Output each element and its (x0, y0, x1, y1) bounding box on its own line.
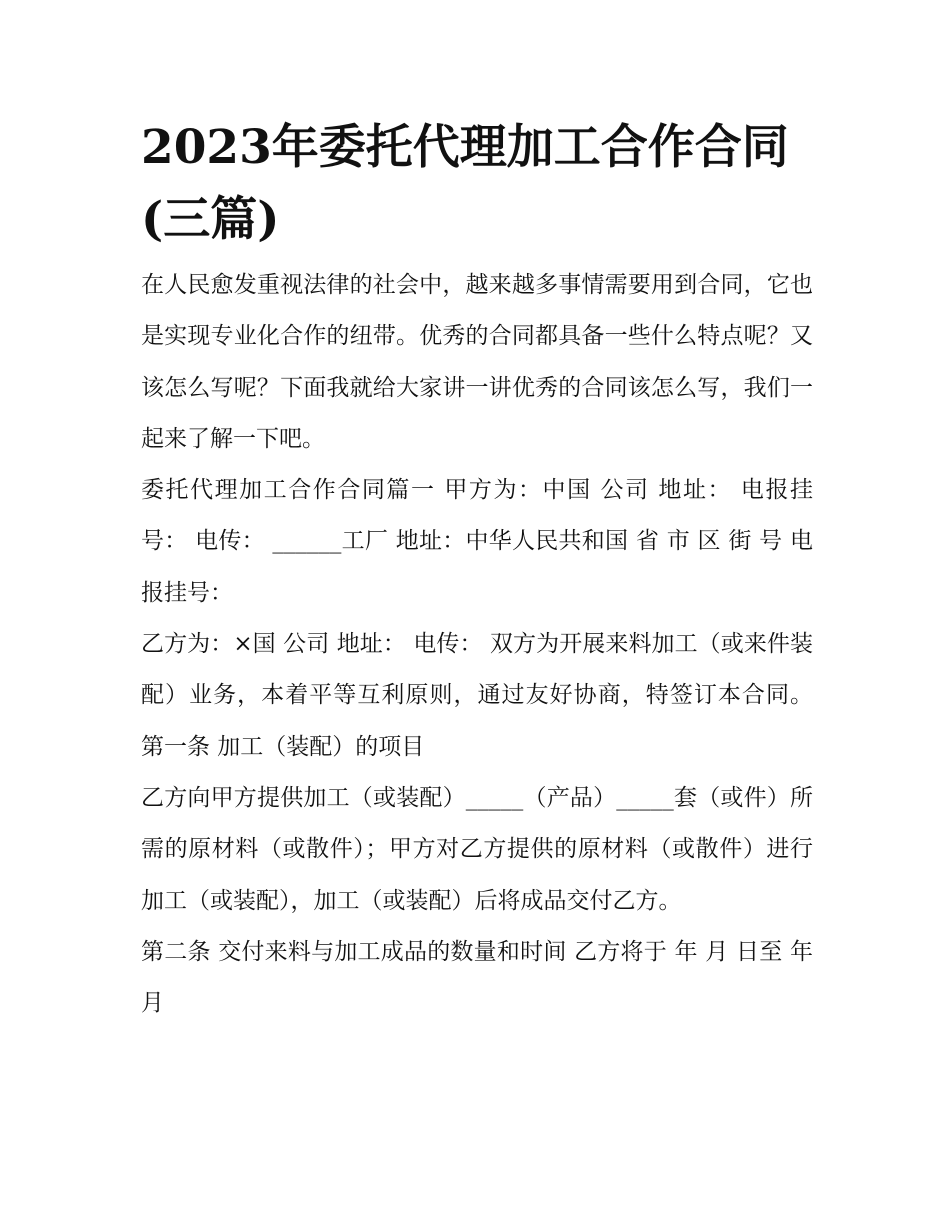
paragraph-article-2: 第二条 交付来料与加工成品的数量和时间 乙方将于 年 月 日至 年 月 (141, 938, 813, 1017)
paragraph-intro: 在人民愈发重视法律的社会中，越来越多事情需要用到合同，它也是实现专业化合作的纽带。优秀的合同都具备一些什么特点呢？又该怎么写呢？下面我就给大家讲一讲优秀的合同该怎么写，我们一起来了解一下吧。 (141, 272, 813, 452)
paragraph-article-1: 乙方向甲方提供加工（或装配）_____（产品）_____套（或件）所需的原材料（或散件）；甲方对乙方提供的原材料（或散件）进行加工（或装配），加工（或装配）后将成品交付乙方。 (141, 784, 813, 914)
document-page (141, 112, 813, 1029)
document-title: 2023年委托代理加工合作合同(三篇) (141, 120, 789, 247)
paragraph-party-a: 委托代理加工合作合同篇一 甲方为：中国 公司 地址： 电报挂号： 电传： ______工厂 地址：中华人民共和国 省 市 区 街 号 电报挂号： (141, 477, 813, 606)
paragraph-party-b: 乙方为：×国 公司 地址： 电传： 双方为开展来料加工（或来件装配）业务，本着平等互利原则，通过友好协商，特签订本合同。 第一条 加工（装配）的项目 (141, 631, 813, 760)
